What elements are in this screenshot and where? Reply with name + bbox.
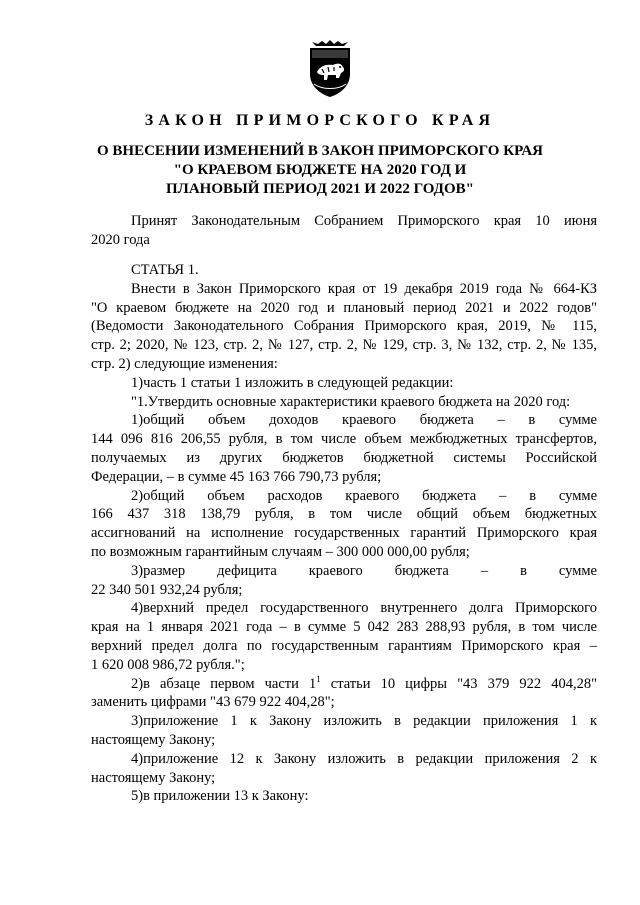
item-3-line: 3)приложение 1 к Закону изложить в редакции приложения 1 к [131, 713, 597, 730]
subitem-1-line: 144 096 816 206,55 рубля, в том числе объем межбюджетных трансфертов, [91, 431, 597, 448]
item-2 [91, 675, 597, 694]
law-subtitle [0, 142, 640, 199]
subitem-3-line: 3)размер дефицита краевого бюджета – в сумме [131, 562, 597, 579]
law-title: ЗАКОН ПРИМОРСКОГО КРАЯ [144, 112, 496, 129]
intro-line: Внести в Закон Приморского края от 19 декабря 2019 года № 664-КЗ [131, 280, 597, 297]
subtitle-line: О ВНЕСЕНИИ ИЗМЕНЕНИЙ В ЗАКОН ПРИМОРСКОГО КРАЯ [97, 143, 543, 159]
adoption-line: Принят Законодательным Собранием Приморского края 10 июня [131, 213, 597, 229]
item-2-text: статьи 10 цифры "43 379 922 404,28" [320, 675, 598, 692]
item-2-line: заменить цифрами "43 679 922 404,28"; [91, 694, 335, 711]
item-4-line: 4)приложение 12 к Закону изложить в редакции приложения 2 к [131, 750, 597, 767]
subitem-4-line: 1 620 008 986,72 рубля."; [91, 656, 245, 673]
subitem-1-line: получаемых из других бюджетов бюджетной системы Российской [91, 449, 597, 466]
item-1: 1)часть 1 статьи 1 изложить в следующей редакции: [131, 374, 454, 391]
subtitle-line: "О КРАЕВОМ БЮДЖЕТЕ НА 2020 ГОД И [173, 162, 467, 178]
subitem-4-line: верхний предел долга по государственным гарантиям Приморского края – [91, 637, 597, 654]
item-5: 5)в приложении 13 к Закону: [131, 788, 309, 805]
item-1-quote: "1.Утвердить основные характеристики краевого бюджета на 2020 год: [131, 393, 571, 410]
subitem-2-line: ассигнований на исполнение государственных гарантий Приморского края [91, 525, 597, 542]
coat-of-arms-icon [306, 40, 354, 98]
intro-line: стр. 2; 2020, № 123, стр. 2, № 127, стр. 2, № 129, стр. 3, № 132, стр. 2, № 135, [91, 337, 597, 354]
article-heading: СТАТЬЯ 1. [131, 262, 199, 278]
subitem-3-line: 22 340 501 932,24 рубля; [91, 581, 243, 598]
subitem-4-line: 4)верхний предел государственного внутреннего долга Приморского [131, 600, 597, 617]
item-4-line: настоящему Закону; [91, 769, 216, 786]
article-body [91, 261, 597, 806]
subitem-2-line: по возможным гарантийным случаям – 300 000 000,00 рубля; [91, 543, 470, 560]
intro-line: стр. 2) следующие изменения: [91, 355, 278, 372]
subitem-1-line: Федерации, – в сумме 45 163 766 790,73 рубля; [91, 468, 382, 485]
intro-line: "О краевом бюджете на 2020 год и плановый период 2021 и 2022 годов" [91, 299, 597, 316]
subitem-1-line: 1)общий объем доходов краевого бюджета – в сумме [131, 412, 597, 429]
subitem-2-line: 166 437 318 138,79 рубля, в том числе общий объем бюджетных [91, 506, 597, 523]
item-2-superscript: 1 [316, 673, 321, 684]
adoption-line: 2020 года [91, 231, 150, 248]
adoption-note [91, 212, 597, 250]
item-3-line: настоящему Закону; [91, 731, 216, 748]
subitem-4-line: края на 1 января 2021 года – в сумме 5 042 283 288,93 рубля, в том числе [91, 619, 597, 636]
intro-line: (Ведомости Законодательного Собрания Приморского края, 2019, № 115, [91, 318, 597, 335]
item-2-text: 2)в абзаце первом части 1 [131, 675, 317, 692]
subtitle-line: ПЛАНОВЫЙ ПЕРИОД 2021 И 2022 ГОДОВ" [166, 181, 474, 197]
subitem-2-line: 2)общий объем расходов краевого бюджета – в сумме [131, 487, 597, 504]
